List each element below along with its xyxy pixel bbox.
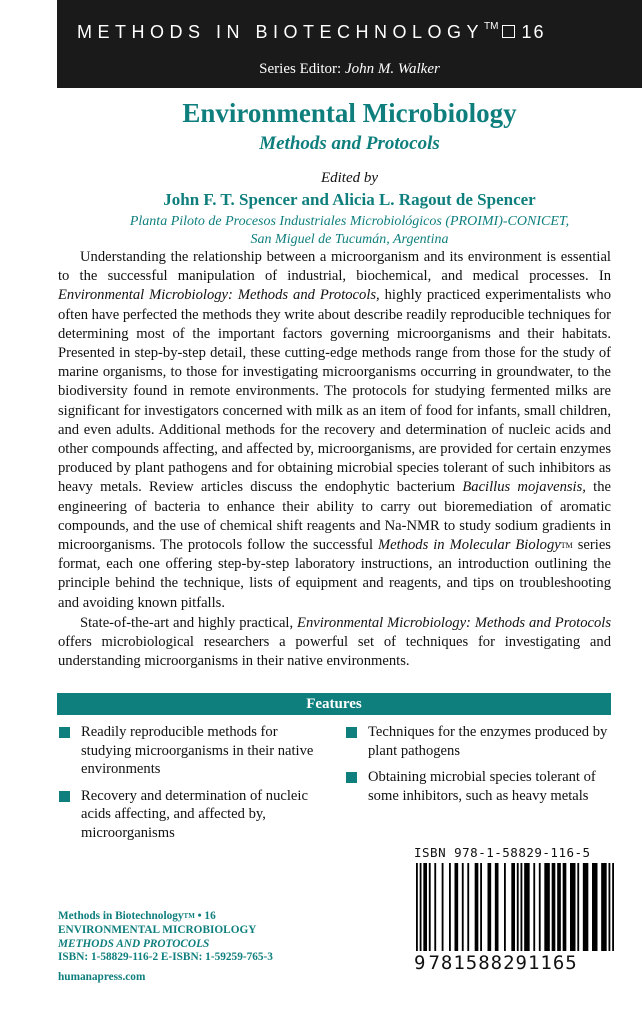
series-editor-label: Series Editor: bbox=[259, 61, 342, 77]
feature-text: Readily reproducible methods for studying microorganisms in their native environments bbox=[81, 724, 314, 777]
barcode-bar bbox=[609, 863, 611, 951]
barcode-bar bbox=[475, 863, 479, 951]
barcode-bar bbox=[455, 863, 459, 951]
barcode-bar bbox=[420, 863, 422, 951]
text-run: the engineering of bacteria to enhance their ability to carry out bioremediation of aromatic compounds, and the use of chemical shift reagents and Na-NMR to study sodium gradients in microorganisms. The protocols follow the successful bbox=[58, 479, 611, 554]
square-bullet-icon bbox=[59, 791, 70, 802]
series-editor-name: John M. Walker bbox=[344, 61, 440, 77]
description-paragraph-2 bbox=[58, 614, 611, 672]
feature-item bbox=[58, 787, 328, 843]
features-left-column bbox=[58, 723, 328, 850]
barcode-bar bbox=[467, 863, 469, 951]
book-title-ref: Environmental Microbiology: Methods and Protocols, bbox=[58, 287, 380, 304]
barcode-bar bbox=[449, 863, 451, 951]
series-title bbox=[77, 22, 627, 43]
footer-series-name: Methods in Biotechnology bbox=[58, 910, 184, 922]
barcode-bar bbox=[612, 863, 614, 951]
barcode-number: 781588291165 bbox=[428, 952, 578, 974]
barcode-icon bbox=[414, 863, 616, 963]
square-separator-icon bbox=[502, 25, 515, 38]
book-subtitle: Methods and Protocols bbox=[259, 133, 440, 154]
footer-series-number: • 16 bbox=[194, 910, 216, 922]
barcode-bar bbox=[601, 863, 607, 951]
feature-text: Techniques for the enzymes produced by plant pathogens bbox=[368, 724, 608, 759]
description-paragraph-1 bbox=[58, 248, 611, 613]
barcode-digits bbox=[414, 952, 616, 974]
book-title: Environmental Microbiology bbox=[182, 98, 517, 128]
features-heading: Features bbox=[57, 693, 611, 715]
feature-item bbox=[58, 723, 328, 779]
barcode-bar bbox=[539, 863, 541, 951]
footer-title: ENVIRONMENTAL MICROBIOLOGY bbox=[58, 923, 257, 936]
feature-item bbox=[345, 768, 615, 805]
barcode-bar bbox=[544, 863, 550, 951]
barcode-bar bbox=[524, 863, 530, 951]
barcode-bar bbox=[517, 863, 519, 951]
barcode-bar bbox=[521, 863, 523, 951]
barcode-bar bbox=[592, 863, 598, 951]
feature-text: Recovery and determination of nucleic acids affecting, and affected by, microorganisms bbox=[81, 787, 308, 841]
footer-isbn: ISBN: 1-58829-116-2 E-ISBN: 1-59259-765-3 bbox=[58, 951, 273, 964]
barcode-bar bbox=[557, 863, 561, 951]
series-editor-line bbox=[57, 61, 642, 78]
text-run: State-of-the-art and highly practical, bbox=[80, 614, 298, 631]
series-number: 16 bbox=[521, 22, 546, 42]
barcode-bar bbox=[552, 863, 556, 951]
footer-series bbox=[58, 910, 358, 924]
footer-subtitle: METHODS AND PROTOCOLS bbox=[58, 937, 210, 950]
barcode-isbn-label: ISBN 978-1-58829-116-5 bbox=[414, 845, 591, 860]
barcode-bar bbox=[480, 863, 482, 951]
barcode-bar bbox=[495, 863, 499, 951]
trademark-mark: TM bbox=[560, 541, 573, 551]
square-bullet-icon bbox=[59, 727, 70, 738]
barcode-bar bbox=[504, 863, 506, 951]
affiliation-line-2: San Miguel de Tucumán, Argentina bbox=[250, 232, 449, 247]
publisher-website: humanapress.com bbox=[58, 971, 146, 984]
book-description bbox=[58, 248, 611, 671]
barcode-bar bbox=[511, 863, 515, 951]
back-cover-footer bbox=[58, 910, 358, 985]
square-bullet-icon bbox=[346, 772, 357, 783]
barcode-bar bbox=[563, 863, 567, 951]
barcode-bar bbox=[423, 863, 427, 951]
barcode-bar bbox=[429, 863, 431, 951]
feature-item bbox=[345, 723, 615, 760]
series-name: METHODS IN BIOTECHNOLOGY bbox=[77, 22, 485, 42]
barcode-bar bbox=[570, 863, 576, 951]
text-run: series format, each one offering step-by-step laboratory instructions, an introduction outlining the principle behind the technique, lists of equipment and reagents, and tips on troubleshooting and avoiding known pitfalls. bbox=[58, 537, 611, 611]
barcode-bar bbox=[488, 863, 492, 951]
text-run: highly practiced experimentalists who often have perfected the methods they write about describe readily reproducible techniques for determining most of the important factors governing microorganisms and their habitats. Presented in step-by-step detail, these cutting-edge methods range from those for the study of marine organisms, to those for investigating microorganisms occurring in groundwater, to the biodiversity found in remote environments. The protocols for studying fermented milks are significant for investigators concerned with milk as an item of food for infants, small children, and even adults. Additional methods for the recovery and determination of nucleic acids and other compounds affecting, and affected by, microorganisms, are provided for certain enzymes produced by plant pathogens and for obtaining microbial species tolerant of such inhibitors as heavy metals. Review articles discuss the endophytic bacterium bbox=[58, 287, 611, 496]
barcode-bar bbox=[462, 863, 464, 951]
trademark-mark: TM bbox=[484, 21, 499, 32]
text-run: offers microbiological researchers a powerful set of techniques for investigating and understanding microorganisms in their native environments. bbox=[58, 634, 611, 670]
series-header-bar bbox=[57, 0, 642, 88]
edited-by-label: Edited by bbox=[320, 170, 379, 186]
barcode-bar bbox=[533, 863, 535, 951]
text-run: Understanding the relationship between a microorganism and its environment is essential to the successful manipulation of industrial, biochemical, and medical processes. In bbox=[58, 249, 611, 285]
barcode-bar bbox=[583, 863, 589, 951]
barcode-bar bbox=[434, 863, 436, 951]
affiliation-line-1: Planta Piloto de Procesos Industriales Microbiológicos (PROIMI)-CONICET, bbox=[129, 214, 570, 229]
feature-text: Obtaining microbial species tolerant of some inhibitors, such as heavy metals bbox=[368, 769, 596, 804]
square-bullet-icon bbox=[346, 727, 357, 738]
features-right-column bbox=[345, 723, 615, 813]
book-title-ref: Environmental Microbiology: Methods and Protocols bbox=[297, 614, 612, 631]
barcode-bar bbox=[442, 863, 444, 951]
trademark-mark: TM bbox=[183, 912, 195, 920]
barcode-bar bbox=[416, 863, 418, 951]
book-editors: John F. T. Spencer and Alicia L. Ragout de Spencer bbox=[163, 190, 536, 209]
species-name: Bacillus mojavensis, bbox=[462, 479, 586, 496]
editor-affiliation bbox=[57, 213, 642, 249]
barcode-bar bbox=[577, 863, 579, 951]
series-ref: Methods in Molecular Biology bbox=[378, 537, 561, 554]
barcode-lead-digit: 9 bbox=[414, 952, 427, 974]
